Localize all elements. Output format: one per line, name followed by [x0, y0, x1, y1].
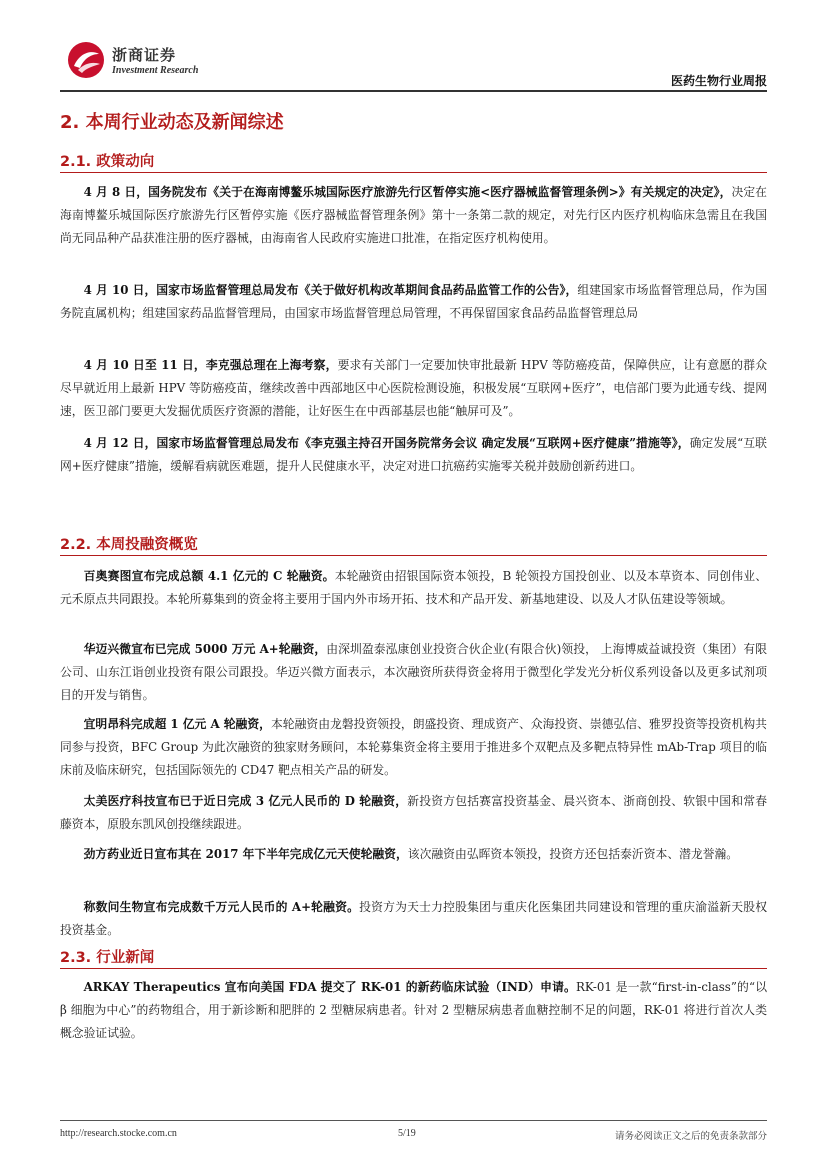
paragraph-lead: 劲方药业近日宣布其在 2017 年下半年完成亿元天使轮融资，: [83, 847, 408, 861]
footer-url[interactable]: http://research.stocke.com.cn: [60, 1128, 177, 1139]
paragraph-body: 要求有关部门一定要加快审批最新 HPV 等防癌疫苗，保障供应，让有意愿的群众尽早就近用上最新 HPV 等防癌疫苗，继续改善中西部地区中心医院检测设施，积极发展“互联网+医疗”，电信部门要为此通专线、提网速，医卫部门要更大发掘优质医疗资源的潜能，让好医生在中西部基层也能“触屏可及”。: [60, 358, 767, 418]
paragraph-lead: 称数问生物宣布完成数千万元人民币的 A+轮融资。: [83, 900, 360, 914]
paragraph-lead: 宜明昂科完成超 1 亿元 A 轮融资，: [83, 717, 271, 731]
subsection-title-policy: 2.1. 政策动向: [60, 154, 155, 170]
financing-paragraph-6: [60, 896, 767, 942]
subsection-divider: [60, 968, 767, 969]
policy-paragraph-1: [60, 181, 767, 250]
paragraph-lead: 太美医疗科技宣布已于近日完成 3 亿元人民币的 D 轮融资，: [83, 794, 408, 808]
paragraph-body: 该次融资由弘晖资本领投，投资方还包括泰沂资本、潜龙誉瀚。: [407, 847, 739, 861]
paragraph-body: 组建国家市场监督管理总局，作为国务院直属机构；组建国家药品监督管理局，由国家市场监督管理总局管理，不再保留国家食品药品监督管理总局: [60, 283, 767, 320]
subsection-title-news: 2.3. 行业新闻: [60, 950, 155, 966]
paragraph-body: 本轮融资由龙磐投资领投，朗盛投资、理成资产、众海投资、崇德弘信、雅罗投资等投资机构共同参与投资，BFC Group 为此次融资的独家财务顾问，本轮募集资金将主要用于推进多个双靶点及多靶点特异性 mAb-Trap 项目的临床前及临床研究，包括国际领先的 CD47 靶点相关产品的研发。: [60, 717, 767, 777]
paragraph-lead: 4 月 8 日，国务院发布《关于在海南博鳌乐城国际医疗旅游先行区暂停实施<医疗器械监督管理条例>》有关规定的决定》，: [83, 185, 732, 199]
footer-disclaimer: 请务必阅读正文之后的免责条款部分: [614, 1131, 767, 1142]
financing-paragraph-5: [60, 843, 767, 866]
policy-paragraph-3: [60, 354, 767, 423]
financing-paragraph-1: [60, 565, 767, 611]
paragraph-lead: ARKAY Therapeutics 宣布向美国 FDA 提交了 RK-01 的新药临床试验（IND）申请。: [83, 980, 576, 994]
paragraph-lead: 4 月 10 日，国家市场监督管理总局发布《关于做好机构改革期间食品药品监管工作的公告》，: [83, 283, 578, 297]
financing-paragraph-3: [60, 713, 767, 782]
paragraph-body: 由深圳盈泰泓康创业投资合伙企业(有限合伙)领投， 上海博威益诚投资（集团）有限公司、山东江诣创业投资有限公司跟投。华迈兴微方面表示，本次融资所获得资金将用于微型化学发光分析仪系列设备以及更多试剂项目的开发与销售。: [60, 642, 767, 702]
company-name-cn: 浙商证券: [112, 46, 177, 64]
report-type: 医药生物行业周报: [670, 74, 767, 88]
news-paragraph-1: [60, 976, 767, 1045]
policy-paragraph-2: [60, 279, 767, 325]
zheshang-logo-icon: [66, 40, 106, 80]
page-number: 5/19: [398, 1128, 416, 1139]
paragraph-lead: 4 月 12 日，国家市场监督管理总局发布《李克强主持召开国务院常务会议 确定发展“互联网+医疗健康”措施等》，: [83, 436, 690, 450]
paragraph-lead: 百奥赛图宣布完成总额 4.1 亿元的 C 轮融资。: [83, 569, 335, 583]
paragraph-lead: 华迈兴微宣布已完成 5000 万元 A+轮融资，: [83, 642, 327, 656]
paragraph-body: 确定发展“互联网+医疗健康”措施，缓解看病就医难题，提升人民健康水平，决定对进口抗癌药实施零关税并鼓励创新药进口。: [60, 436, 767, 473]
footer-divider: [60, 1120, 767, 1121]
policy-paragraph-4: [60, 432, 767, 478]
paragraph-body: 新投资方包括赛富投资基金、晨兴资本、浙商创投、软银中国和常春藤资本，原股东凯风创投继续跟进。: [60, 794, 767, 831]
section-title: 2. 本周行业动态及新闻综述: [60, 112, 284, 133]
header-divider: [60, 90, 767, 92]
page-header: [60, 40, 767, 90]
financing-paragraph-4: [60, 790, 767, 836]
paragraph-body: RK-01 是一款“first-in-class”的“以 β 细胞为中心”的药物组合，用于新诊断和肥胖的 2 型糖尿病患者。针对 2 型糖尿病患者血糖控制不足的问题，RK-01 将进行首次人类概念验证试验。: [60, 980, 767, 1040]
financing-paragraph-2: [60, 638, 767, 707]
company-name-en: Investment Research: [112, 65, 199, 76]
paragraph-lead: 4 月 10 日至 11 日，李克强总理在上海考察，: [83, 358, 338, 372]
paragraph-body: 本轮融资由招银国际资本领投，B 轮领投方国投创业、以及本草资本、同创伟业、元禾原点共同跟投。本轮所募集到的资金将主要用于国内外市场开拓、技术和产品开发、新基地建设、以及人才队伍建设等领域。: [60, 569, 768, 606]
subsection-divider: [60, 172, 767, 173]
subsection-divider: [60, 555, 767, 556]
paragraph-body: 决定在海南博鳌乐城国际医疗旅游先行区暂停实施《医疗器械监督管理条例》第十一条第二款的规定，对先行区内医疗机构临床急需且在我国尚无同品种产品获准注册的医疗器械，由海南省人民政府实施进口批准，在指定医疗机构使用。: [60, 185, 767, 245]
paragraph-body: 投资方为天士力控股集团与重庆化医集团共同建设和管理的重庆渝溢新天股权投资基金。: [60, 900, 767, 937]
subsection-title-financing: 2.2. 本周投融资概览: [60, 537, 198, 553]
